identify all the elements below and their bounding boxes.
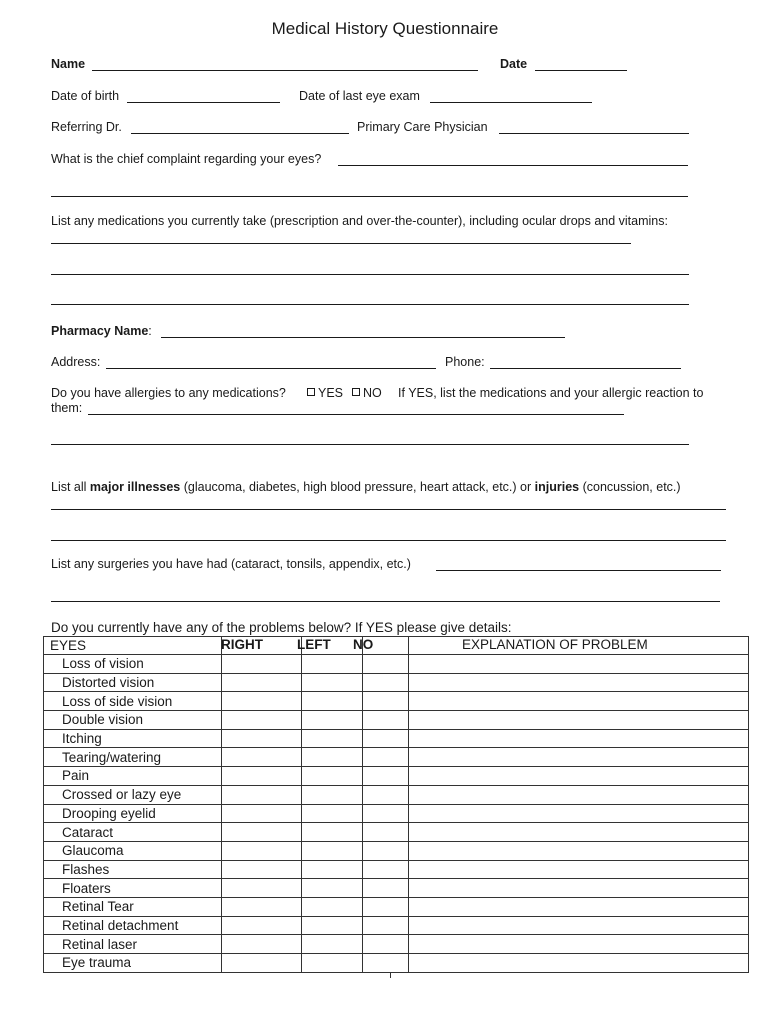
right-eye-cell[interactable] — [222, 879, 302, 898]
allergy-field[interactable] — [88, 414, 624, 415]
no-cell[interactable] — [363, 916, 409, 935]
right-eye-cell[interactable] — [222, 767, 302, 786]
medications-field-3[interactable] — [51, 304, 689, 305]
left-eye-cell[interactable] — [302, 692, 363, 711]
complaint-label: What is the chief complaint regarding your eyes? — [51, 152, 322, 166]
left-eye-cell[interactable] — [302, 823, 363, 842]
right-eye-cell[interactable] — [222, 841, 302, 860]
pharmacy-label: Pharmacy Name — [51, 324, 149, 338]
explanation-cell[interactable] — [409, 748, 749, 767]
injury-bold: injuries — [534, 480, 580, 494]
problems-table — [43, 636, 749, 973]
left-eye-cell[interactable] — [302, 804, 363, 823]
last-exam-field[interactable] — [430, 102, 592, 103]
problems-intro: Do you currently have any of the problems below? If YES please give details: — [51, 620, 512, 635]
no-cell[interactable] — [363, 692, 409, 711]
table-row — [44, 897, 749, 916]
allergy-question: Do you have allergies to any medications? — [51, 386, 286, 400]
table-row — [44, 729, 749, 748]
illness-prefix: List all — [51, 480, 87, 494]
table-row — [44, 804, 749, 823]
allergy-no-option[interactable] — [352, 386, 382, 400]
table-row — [44, 954, 749, 973]
explanation-cell[interactable] — [409, 935, 749, 954]
complaint-field-2[interactable] — [51, 196, 688, 197]
illness-field[interactable] — [51, 509, 726, 510]
explanation-cell[interactable] — [409, 954, 749, 973]
explanation-cell[interactable] — [409, 655, 749, 674]
explanation-cell[interactable] — [409, 673, 749, 692]
column-header-left: LEFT — [297, 637, 331, 652]
right-eye-cell[interactable] — [222, 785, 302, 804]
allergy-yes-option[interactable] — [307, 386, 343, 400]
problem-label: Drooping eyelid — [44, 804, 222, 823]
left-eye-cell[interactable] — [302, 673, 363, 692]
phone-field[interactable] — [490, 368, 681, 369]
table-divider — [390, 972, 391, 978]
problem-label: Retinal Tear — [44, 897, 222, 916]
right-eye-cell[interactable] — [222, 729, 302, 748]
illness-label — [51, 480, 681, 494]
no-label: NO — [363, 386, 382, 400]
no-cell[interactable] — [363, 860, 409, 879]
table-row — [44, 748, 749, 767]
pharmacy-field[interactable] — [161, 337, 565, 338]
left-eye-cell[interactable] — [302, 954, 363, 973]
left-eye-cell[interactable] — [302, 729, 363, 748]
right-eye-cell[interactable] — [222, 897, 302, 916]
right-eye-cell[interactable] — [222, 692, 302, 711]
right-eye-cell[interactable] — [222, 804, 302, 823]
table-row — [44, 841, 749, 860]
column-header-right: RIGHT — [221, 637, 263, 652]
explanation-cell[interactable] — [409, 767, 749, 786]
problem-label: Loss of vision — [44, 655, 222, 674]
column-header-explanation: EXPLANATION OF PROBLEM — [462, 637, 648, 652]
no-cell[interactable] — [363, 804, 409, 823]
problem-label: Floaters — [44, 879, 222, 898]
no-cell[interactable] — [363, 954, 409, 973]
pcp-field[interactable] — [499, 133, 689, 134]
medications-field[interactable] — [51, 243, 631, 244]
problem-label: Pain — [44, 767, 222, 786]
table-row — [44, 785, 749, 804]
problem-label: Crossed or lazy eye — [44, 785, 222, 804]
explanation-cell[interactable] — [409, 729, 749, 748]
allergy-followup: If YES, list the medications and your allergic reaction to — [398, 386, 704, 400]
illness-middle: (glaucoma, diabetes, high blood pressure, heart attack, etc.) or — [183, 480, 532, 494]
problem-label: Loss of side vision — [44, 692, 222, 711]
right-eye-cell[interactable] — [222, 935, 302, 954]
table-row — [44, 655, 749, 674]
explanation-cell[interactable] — [409, 897, 749, 916]
pharmacy-label-row — [51, 324, 152, 338]
explanation-cell[interactable] — [409, 823, 749, 842]
right-eye-cell[interactable] — [222, 823, 302, 842]
no-cell[interactable] — [363, 673, 409, 692]
left-eye-cell[interactable] — [302, 916, 363, 935]
form-title: Medical History Questionnaire — [271, 19, 499, 38]
checkbox-icon[interactable] — [307, 388, 315, 396]
left-eye-cell[interactable] — [302, 655, 363, 674]
allergy-field-2[interactable] — [51, 444, 689, 445]
left-eye-cell[interactable] — [302, 841, 363, 860]
no-cell[interactable] — [363, 935, 409, 954]
problem-label: Double vision — [44, 711, 222, 730]
column-header-no: NO — [353, 637, 374, 652]
eyes-section-label: EYES — [44, 637, 222, 655]
complaint-field[interactable] — [338, 165, 688, 166]
right-eye-cell[interactable] — [222, 711, 302, 730]
left-eye-cell[interactable] — [302, 785, 363, 804]
illness-field-2[interactable] — [51, 540, 726, 541]
medications-label: List any medications you currently take (prescription and over-the-counter), including ocular drops and vitamins: — [51, 214, 668, 228]
address-field[interactable] — [106, 368, 436, 369]
date-field[interactable] — [535, 70, 627, 71]
problem-label: Itching — [44, 729, 222, 748]
left-eye-cell[interactable] — [302, 879, 363, 898]
left-eye-cell[interactable] — [302, 767, 363, 786]
no-cell[interactable] — [363, 897, 409, 916]
medications-field-2[interactable] — [51, 274, 689, 275]
explanation-cell[interactable] — [409, 785, 749, 804]
allergy-them-label: them: — [51, 401, 83, 415]
date-label: Date — [500, 57, 528, 71]
table-row — [44, 860, 749, 879]
name-field[interactable] — [92, 70, 478, 71]
problem-label: Tearing/watering — [44, 748, 222, 767]
no-cell[interactable] — [363, 767, 409, 786]
explanation-cell[interactable] — [409, 860, 749, 879]
surgeries-field-2[interactable] — [51, 601, 720, 602]
table-row — [44, 692, 749, 711]
illness-bold: major illnesses — [89, 480, 181, 494]
right-eye-cell[interactable] — [222, 655, 302, 674]
no-cell[interactable] — [363, 879, 409, 898]
address-label: Address: — [51, 355, 101, 369]
left-eye-cell[interactable] — [302, 860, 363, 879]
left-eye-cell[interactable] — [302, 748, 363, 767]
no-cell[interactable] — [363, 748, 409, 767]
no-cell[interactable] — [363, 841, 409, 860]
surgeries-label: List any surgeries you have had (cataract, tonsils, appendix, etc.) — [51, 557, 411, 571]
explanation-cell[interactable] — [409, 879, 749, 898]
right-eye-cell[interactable] — [222, 860, 302, 879]
table-row — [44, 916, 749, 935]
pcp-label: Primary Care Physician — [357, 120, 488, 134]
explanation-cell[interactable] — [409, 711, 749, 730]
left-eye-cell[interactable] — [302, 935, 363, 954]
table-row — [44, 935, 749, 954]
no-cell[interactable] — [363, 655, 409, 674]
explanation-cell[interactable] — [409, 841, 749, 860]
right-eye-cell[interactable] — [222, 916, 302, 935]
problem-label: Eye trauma — [44, 954, 222, 973]
problem-label: Glaucoma — [44, 841, 222, 860]
checkbox-icon[interactable] — [352, 388, 360, 396]
problem-label: Cataract — [44, 823, 222, 842]
explanation-cell[interactable] — [409, 692, 749, 711]
right-eye-cell[interactable] — [222, 954, 302, 973]
illness-suffix: (concussion, etc.) — [582, 480, 681, 494]
name-label: Name — [51, 57, 86, 71]
left-eye-cell[interactable] — [302, 897, 363, 916]
problem-label: Retinal laser — [44, 935, 222, 954]
yes-label: YES — [318, 386, 344, 400]
left-eye-cell[interactable] — [302, 711, 363, 730]
pharmacy-colon: : — [148, 324, 152, 338]
right-eye-cell[interactable] — [222, 673, 302, 692]
table-row — [44, 711, 749, 730]
referring-field[interactable] — [131, 133, 349, 134]
phone-label: Phone: — [445, 355, 485, 369]
table-row — [44, 879, 749, 898]
right-eye-cell[interactable] — [222, 748, 302, 767]
no-cell[interactable] — [363, 711, 409, 730]
explanation-cell[interactable] — [409, 916, 749, 935]
dob-field[interactable] — [127, 102, 280, 103]
table-row — [44, 823, 749, 842]
problem-label: Distorted vision — [44, 673, 222, 692]
explanation-cell[interactable] — [409, 804, 749, 823]
no-cell[interactable] — [363, 785, 409, 804]
table-row — [44, 767, 749, 786]
no-cell[interactable] — [363, 729, 409, 748]
problem-label: Retinal detachment — [44, 916, 222, 935]
table-row — [44, 673, 749, 692]
problem-label: Flashes — [44, 860, 222, 879]
referring-label: Referring Dr. — [51, 120, 122, 134]
last-exam-label: Date of last eye exam — [299, 89, 420, 103]
surgeries-field[interactable] — [436, 570, 721, 571]
dob-label: Date of birth — [51, 89, 120, 103]
no-cell[interactable] — [363, 823, 409, 842]
